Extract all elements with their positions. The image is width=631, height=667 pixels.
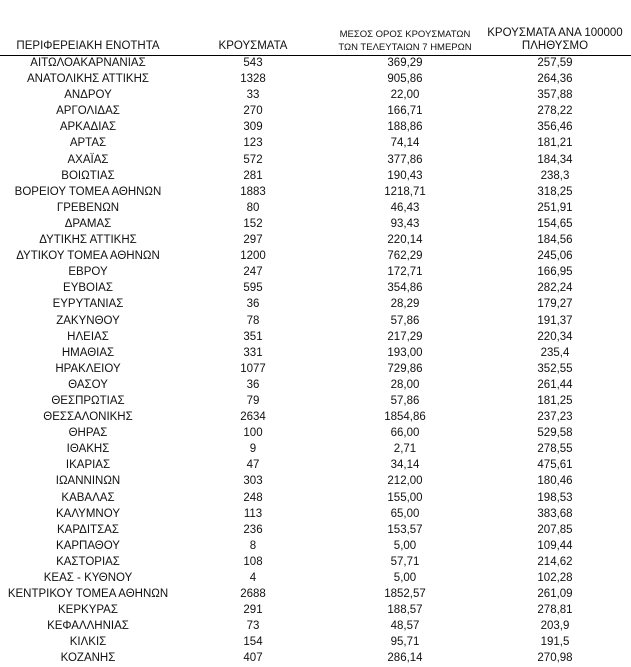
cell-region: ΒΟΙΩΤΙΑΣ — [61, 169, 115, 182]
cell-region: ΑΡΓΟΛΙΔΑΣ — [56, 105, 120, 118]
cell-cases: 595 — [243, 282, 263, 295]
cell-cases: 303 — [243, 475, 263, 488]
cell-avg-7days: 74,14 — [390, 137, 420, 150]
cell-region: ΖΑΚΥΝΘΟΥ — [56, 314, 120, 327]
cell-region: ΚΟΖΑΝΗΣ — [60, 652, 116, 665]
cell-avg-7days: 57,86 — [390, 394, 420, 407]
cell-avg-7days: 729,86 — [387, 362, 423, 375]
cell-region: ΚΑΡΔΙΤΣΑΣ — [57, 523, 119, 536]
table-row — [0, 200, 631, 216]
cell-per-100k: 261,09 — [537, 588, 573, 601]
cell-per-100k: 191,5 — [540, 636, 570, 649]
cell-region: ΕΒΡΟΥ — [68, 266, 108, 279]
cell-cases: 281 — [243, 169, 263, 182]
cell-avg-7days: 377,86 — [387, 153, 423, 166]
cell-region: ΑΧΑΪΑΣ — [67, 153, 109, 166]
cell-per-100k: 282,24 — [537, 282, 573, 295]
cell-per-100k: 198,53 — [537, 491, 573, 504]
cell-region: ΚΕΡΚΥΡΑΣ — [58, 604, 118, 617]
cell-avg-7days: 286,14 — [387, 652, 423, 665]
cell-region: ΔΥΤΙΚΟΥ ΤΟΜΕΑ ΑΘΗΝΩΝ — [16, 250, 160, 263]
cell-avg-7days: 190,43 — [387, 169, 423, 182]
cell-avg-7days: 1854,86 — [384, 411, 426, 424]
cell-avg-7days: 369,29 — [387, 57, 423, 69]
cell-region: ΚΙΛΚΙΣ — [69, 636, 107, 649]
cell-region: ΚΑΣΤΟΡΙΑΣ — [56, 555, 120, 568]
table-row — [0, 135, 631, 151]
cell-per-100k: 357,88 — [537, 89, 573, 102]
cell-avg-7days: 2,71 — [393, 443, 417, 456]
cell-region: ΘΕΣΠΡΩΤΙΑΣ — [51, 394, 125, 407]
cell-region: ΑΝΑΤΟΛΙΚΗΣ ΑΤΤΙΚΗΣ — [26, 73, 149, 86]
table-body — [0, 55, 631, 667]
cell-region: ΘΑΣΟΥ — [68, 378, 108, 391]
cell-cases: 100 — [243, 427, 263, 440]
cell-per-100k: 184,34 — [537, 153, 573, 166]
cell-region: ΑΡΤΑΣ — [69, 137, 107, 150]
cell-per-100k: 251,91 — [537, 201, 573, 214]
cell-cases: 123 — [243, 137, 263, 150]
cell-region: ΓΡΕΒΕΝΩΝ — [56, 201, 120, 214]
cell-avg-7days: 57,71 — [390, 555, 420, 568]
cell-region: ΑΙΤΩΛΟΑΚΑΡΝΑΝΙΑΣ — [30, 57, 146, 69]
cell-region: ΚΕΝΤΡΙΚΟΥ ΤΟΜΕΑ ΑΘΗΝΩΝ — [7, 588, 169, 601]
cell-cases: 2634 — [240, 411, 266, 424]
cell-per-100k: 278,55 — [537, 443, 573, 456]
table-row — [0, 345, 631, 361]
table-row — [0, 264, 631, 280]
cell-avg-7days: 762,29 — [387, 250, 423, 263]
cell-cases: 36 — [246, 378, 260, 391]
cell-per-100k: 261,44 — [537, 378, 573, 391]
table-row — [0, 216, 631, 232]
cell-cases: 297 — [243, 234, 263, 247]
cell-region: ΙΚΑΡΙΑΣ — [65, 459, 111, 472]
cell-region: ΔΥΤΙΚΗΣ ΑΤΤΙΚΗΣ — [39, 234, 137, 247]
cell-cases: 351 — [243, 330, 263, 343]
cell-cases: 309 — [243, 121, 263, 134]
cell-region: ΚΑΒΑΛΑΣ — [61, 491, 115, 504]
table-row — [0, 602, 631, 618]
cell-cases: 79 — [246, 394, 260, 407]
cell-avg-7days: 5,00 — [393, 572, 417, 584]
table-row — [0, 280, 631, 296]
table-row — [0, 71, 631, 87]
table-row — [0, 570, 631, 586]
cell-cases: 36 — [246, 298, 260, 311]
header-per100k-line1: ΚΡΟΥΣΜΑΤΑ ΑΝΑ 100000 — [487, 27, 623, 39]
cell-region: ΙΘΑΚΗΣ — [66, 443, 110, 456]
cell-region: ΗΜΑΘΙΑΣ — [61, 346, 115, 359]
cell-per-100k: 237,23 — [537, 411, 573, 424]
header-cases: ΚΡΟΥΣΜΑΤΑ — [218, 40, 288, 52]
cell-cases: 9 — [249, 443, 257, 456]
cell-per-100k: 264,36 — [537, 73, 573, 86]
cell-region: ΚΑΛΥΜΝΟΥ — [56, 507, 120, 520]
cell-region: ΗΡΑΚΛΕΙΟΥ — [55, 362, 121, 375]
table-row — [0, 232, 631, 248]
cell-per-100k: 180,46 — [537, 475, 573, 488]
cell-per-100k: 191,37 — [537, 314, 573, 327]
header-avg-line2: ΤΩΝ ΤΕΛΕΥΤΑΙΩΝ 7 ΗΜΕΡΩΝ — [338, 42, 472, 53]
cell-cases: 1328 — [240, 73, 266, 86]
cell-avg-7days: 153,57 — [387, 523, 423, 536]
cell-per-100k: 207,85 — [537, 523, 573, 536]
cell-avg-7days: 905,86 — [387, 73, 423, 86]
cell-avg-7days: 217,29 — [387, 330, 423, 343]
cell-cases: 407 — [243, 652, 263, 665]
table-row — [0, 119, 631, 135]
table-row — [0, 168, 631, 184]
table-row — [0, 393, 631, 409]
cell-cases: 33 — [246, 89, 260, 102]
cell-cases: 73 — [246, 620, 260, 633]
header-avg-line1: ΜΕΣΟΣ ΟΡΟΣ ΚΡΟΥΣΜΑΤΩΝ — [339, 29, 471, 40]
table-row — [0, 87, 631, 103]
cell-per-100k: 475,61 — [537, 459, 573, 472]
cell-region: ΔΡΑΜΑΣ — [64, 217, 112, 230]
cell-avg-7days: 166,71 — [387, 105, 423, 118]
header-region: ΠΕΡΙΦΕΡΕΙΑΚΗ ΕΝΟΤΗΤΑ — [16, 40, 160, 52]
cell-avg-7days: 34,14 — [390, 459, 420, 472]
cell-avg-7days: 93,43 — [390, 217, 420, 230]
cell-region: ΘΗΡΑΣ — [68, 427, 108, 440]
cell-cases: 236 — [243, 523, 263, 536]
table-row — [0, 457, 631, 473]
table-row — [0, 506, 631, 522]
cell-region: ΙΩΑΝΝΙΝΩΝ — [55, 475, 121, 488]
cell-region: ΚΑΡΠΑΘΟΥ — [56, 539, 120, 552]
cell-avg-7days: 95,71 — [390, 636, 420, 649]
cell-region: ΚΕΦΑΛΛΗΝΙΑΣ — [47, 620, 129, 633]
cell-avg-7days: 155,00 — [387, 491, 423, 504]
cell-region: ΗΛΕΙΑΣ — [67, 330, 109, 343]
table-row — [0, 490, 631, 506]
cell-cases: 1883 — [240, 185, 266, 198]
cell-cases: 1200 — [240, 250, 266, 263]
cell-per-100k: 318,25 — [537, 185, 573, 198]
cell-per-100k: 245,06 — [537, 250, 573, 263]
cell-cases: 4 — [249, 572, 257, 584]
table-row — [0, 538, 631, 554]
cell-avg-7days: 46,43 — [390, 201, 420, 214]
cell-cases: 291 — [243, 604, 263, 617]
cell-avg-7days: 48,57 — [390, 620, 420, 633]
cell-cases: 248 — [243, 491, 263, 504]
table-row — [0, 329, 631, 345]
cell-cases: 247 — [243, 266, 263, 279]
cell-cases: 47 — [246, 459, 260, 472]
cell-per-100k: 214,62 — [537, 555, 573, 568]
table-row — [0, 184, 631, 200]
cell-per-100k: 179,27 — [537, 298, 573, 311]
cell-avg-7days: 1218,71 — [384, 185, 426, 198]
table-row — [0, 296, 631, 312]
cell-cases: 8 — [249, 539, 257, 552]
table-row — [0, 473, 631, 489]
cell-avg-7days: 212,00 — [387, 475, 423, 488]
cell-per-100k: 356,46 — [537, 121, 573, 134]
cell-cases: 1077 — [240, 362, 266, 375]
cell-region: ΕΥΒΟΙΑΣ — [63, 282, 113, 295]
table-row — [0, 618, 631, 634]
cell-per-100k: 181,25 — [537, 394, 573, 407]
cell-avg-7days: 28,29 — [390, 298, 420, 311]
cell-cases: 108 — [243, 555, 263, 568]
cell-cases: 80 — [246, 201, 260, 214]
cell-per-100k: 238,3 — [540, 169, 570, 182]
cell-cases: 572 — [243, 153, 263, 166]
cell-per-100k: 102,28 — [537, 572, 573, 584]
cell-avg-7days: 5,00 — [393, 539, 417, 552]
cell-avg-7days: 172,71 — [387, 266, 423, 279]
cell-per-100k: 181,21 — [537, 137, 573, 150]
cell-cases: 154 — [243, 636, 263, 649]
table-row — [0, 377, 631, 393]
table-row — [0, 248, 631, 264]
cell-region: ΚΕΑΣ - ΚΥΘΝΟΥ — [43, 572, 133, 584]
cell-region: ΒΟΡΕΙΟΥ ΤΟΜΕΑ ΑΘΗΝΩΝ — [14, 185, 162, 198]
table-row — [0, 425, 631, 441]
cell-avg-7days: 188,57 — [387, 604, 423, 617]
table-row — [0, 650, 631, 666]
cell-region: ΕΥΡΥΤΑΝΙΑΣ — [52, 298, 124, 311]
cell-avg-7days: 28,00 — [390, 378, 420, 391]
cell-region: ΑΝΔΡΟΥ — [64, 89, 112, 102]
cell-per-100k: 184,56 — [537, 234, 573, 247]
cell-per-100k: 278,81 — [537, 604, 573, 617]
table-row — [0, 55, 631, 71]
cell-per-100k: 270,98 — [537, 652, 573, 665]
cell-avg-7days: 220,14 — [387, 234, 423, 247]
table-row — [0, 586, 631, 602]
cell-cases: 113 — [243, 507, 263, 520]
table-row — [0, 152, 631, 168]
cell-per-100k: 154,65 — [537, 217, 573, 230]
table-row — [0, 409, 631, 425]
header-per100k-line2: ΠΛΗΘΥΣΜΟ — [521, 40, 589, 52]
cell-per-100k: 352,55 — [537, 362, 573, 375]
cell-cases: 152 — [243, 217, 263, 230]
cell-per-100k: 109,44 — [537, 539, 573, 552]
cell-cases: 543 — [243, 57, 263, 69]
cell-region: ΘΕΣΣΑΛΟΝΙΚΗΣ — [43, 411, 133, 424]
cell-per-100k: 220,34 — [537, 330, 573, 343]
cell-avg-7days: 188,86 — [387, 121, 423, 134]
cell-avg-7days: 65,00 — [390, 507, 420, 520]
cell-region: ΑΡΚΑΔΙΑΣ — [59, 121, 117, 134]
table-row — [0, 313, 631, 329]
table-row — [0, 103, 631, 119]
table-row — [0, 361, 631, 377]
cell-cases: 270 — [243, 105, 263, 118]
cell-avg-7days: 354,86 — [387, 282, 423, 295]
cell-per-100k: 529,58 — [537, 427, 573, 440]
cell-cases: 331 — [243, 346, 263, 359]
cell-per-100k: 166,95 — [537, 266, 573, 279]
cell-avg-7days: 57,86 — [390, 314, 420, 327]
cell-cases: 2688 — [240, 588, 266, 601]
cell-per-100k: 278,22 — [537, 105, 573, 118]
table-row — [0, 441, 631, 457]
cell-per-100k: 235,4 — [540, 346, 570, 359]
table-row — [0, 522, 631, 538]
cell-per-100k: 383,68 — [537, 507, 573, 520]
cell-per-100k: 257,59 — [537, 57, 573, 69]
cell-per-100k: 203,9 — [540, 620, 570, 633]
cell-avg-7days: 66,00 — [390, 427, 420, 440]
cell-avg-7days: 193,00 — [387, 346, 423, 359]
cell-avg-7days: 1852,57 — [384, 588, 426, 601]
cell-avg-7days: 22,00 — [390, 89, 420, 102]
cell-cases: 78 — [246, 314, 260, 327]
table-row — [0, 634, 631, 650]
table-row — [0, 554, 631, 570]
